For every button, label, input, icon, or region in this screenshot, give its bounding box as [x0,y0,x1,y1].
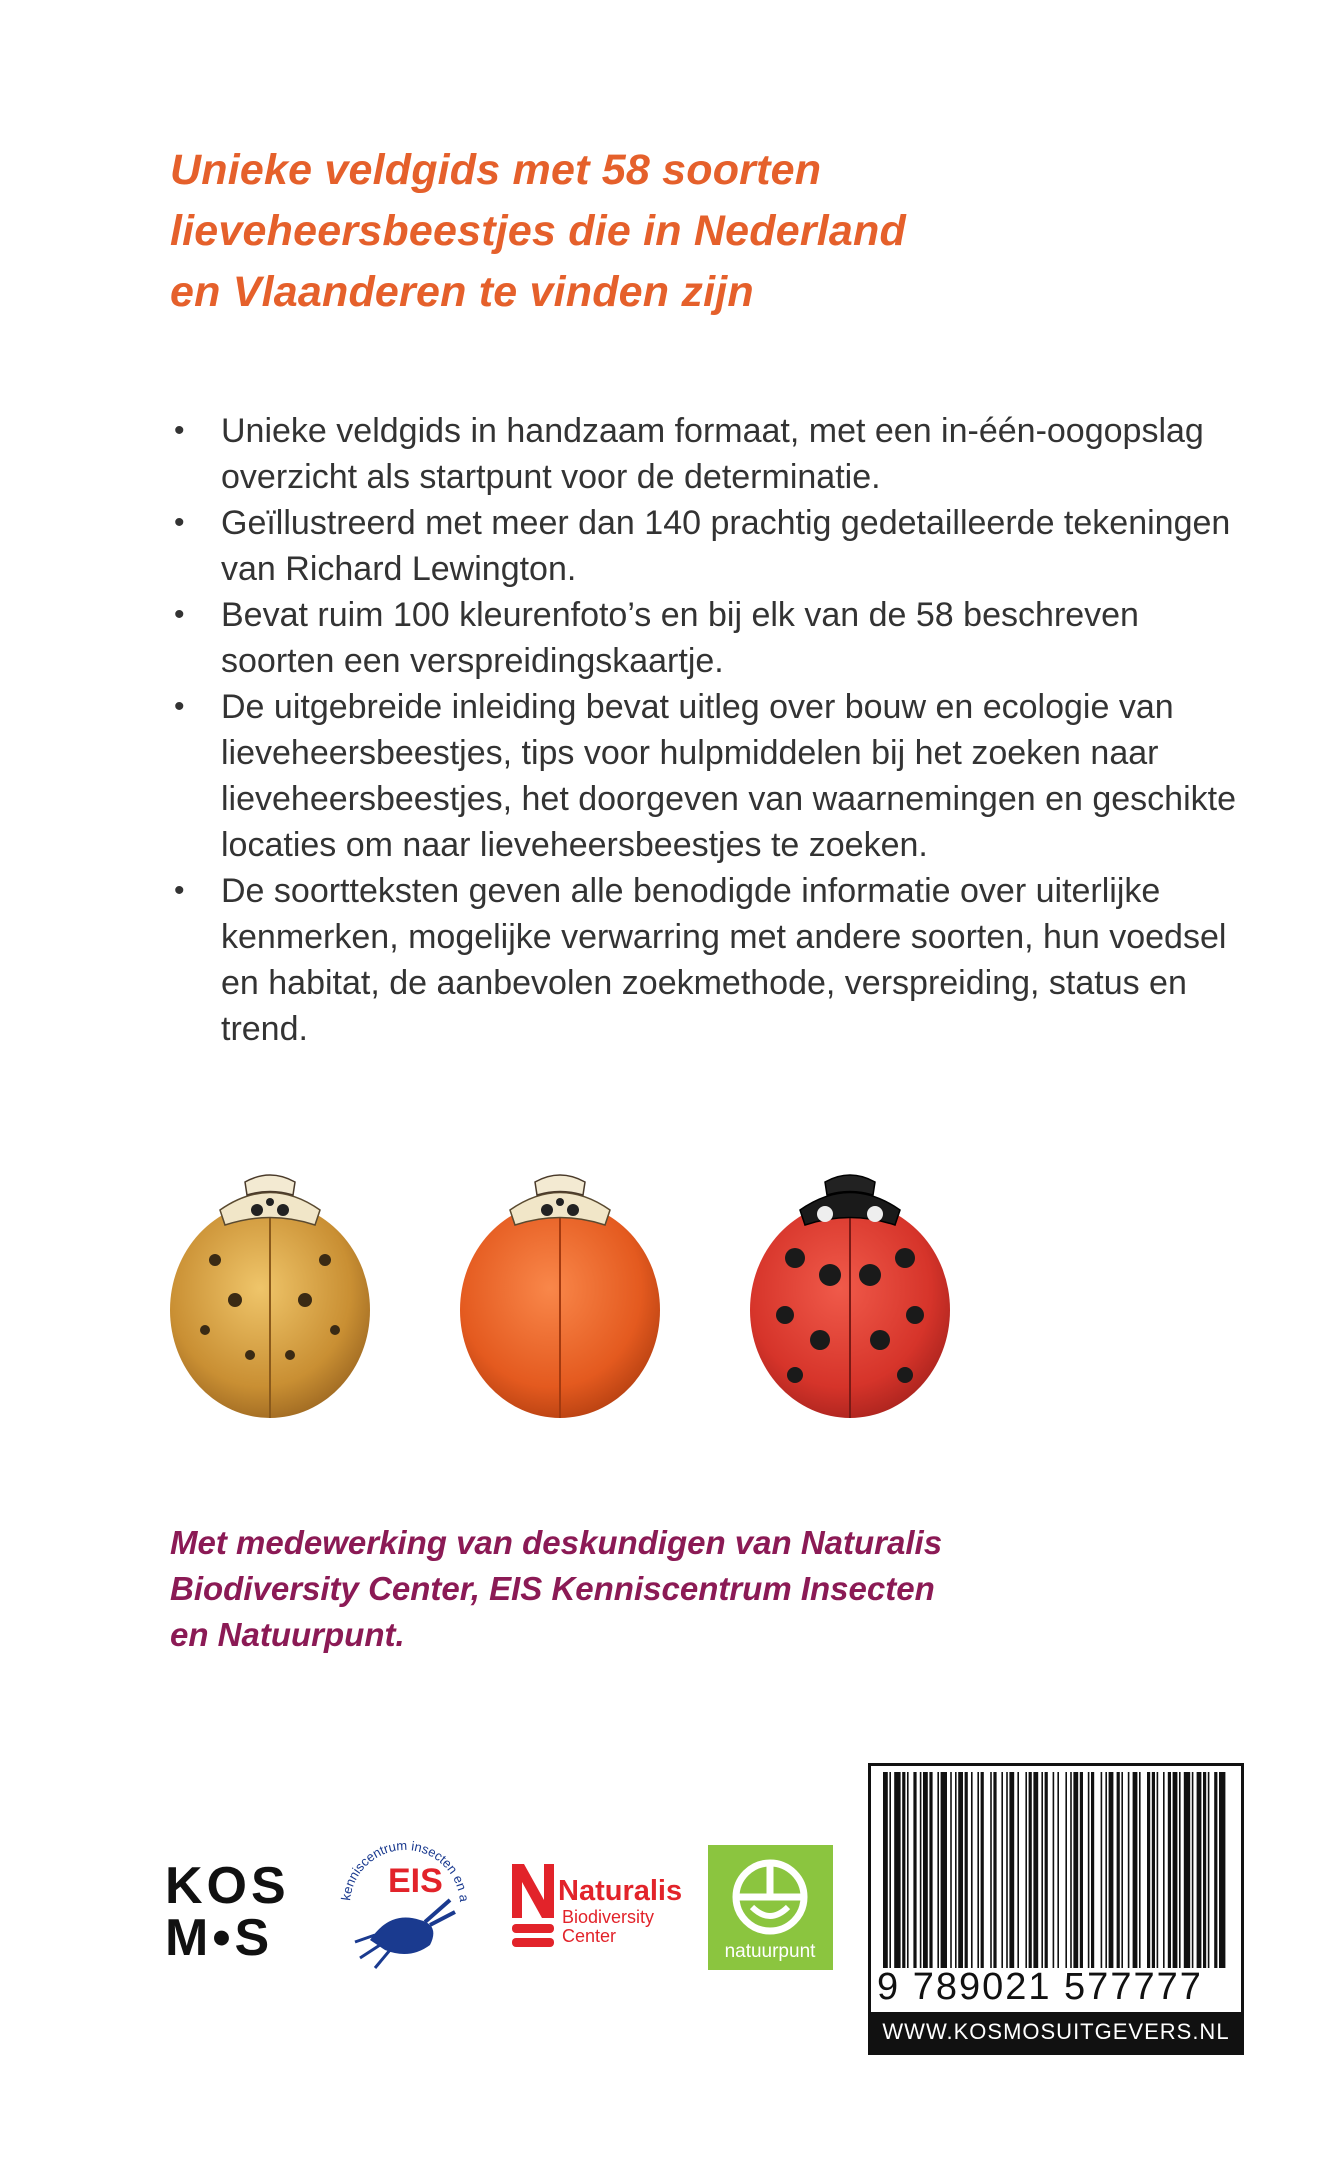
feature-list-line: overzicht als startpunt voor de determinatie. [221,458,881,496]
feature-list-line: kenmerken, mogelijke verwarring met andere soorten, hun voedsel [221,918,1227,956]
naturalis-logo-sub2: Center [562,1926,617,1946]
feature-list-line: De soortteksten geven alle benodigde informatie over uiterlijke [221,872,1161,910]
feature-list-line: locaties om naar lieveheersbeestjes te zoeken. [221,826,928,864]
naturalis-logo [510,1860,690,1960]
headline-line-3: en Vlaanderen te vinden zijn [170,268,754,316]
naturalis-logo-graphic [510,1860,690,1960]
kosmos-logo-top: KOS [165,1857,290,1915]
naturalis-logo-sub1: Biodiversity [562,1907,655,1927]
barcode-bars [881,1772,1231,1968]
feature-list-line: trend. [221,1010,308,1048]
feature-list-line: Unieke veldgids in handzaam formaat, met een in-één-oogopslag [221,412,1204,450]
credit-text [170,1520,1170,1658]
partner-logos [165,1830,865,1980]
credit-line-2: Biodiversity Center, EIS Kenniscentrum Insecten [170,1570,935,1607]
eis-logo [330,1830,480,1980]
headline-line-2: lieveheersbeestjes die in Nederland [170,207,906,255]
headline [170,140,1170,323]
bullet-dot: • [174,598,185,631]
credit-line-3: en Natuurpunt. [170,1616,405,1653]
barcode-number: 9 789021 577777 [877,1966,1203,2008]
natuurpunt-logo [708,1845,833,1970]
naturalis-logo-name: Naturalis [558,1875,683,1907]
feature-list-line: van Richard Lewington. [221,550,577,588]
kosmos-logo-bottom: M•S [165,1909,274,1967]
eis-logo-text: EIS [388,1862,443,1900]
feature-list-item [170,500,1260,592]
barcode [868,1763,1244,2055]
feature-list-item [170,868,1260,1052]
ladybird-illustrations [165,1140,955,1420]
feature-list-line: lieveheersbeestjes, het doorgeven van waarnemingen en geschikte [221,780,1236,818]
ladybird-yellow-illustration [165,1140,375,1420]
ladybird-orange-illustration [455,1140,665,1420]
eis-logo-ring-text: kenniscentrum insecten en a [338,1837,472,1903]
feature-list-item [170,408,1260,500]
feature-list-line: Geïllustreerd met meer dan 140 prachtig gedetailleerde tekeningen [221,504,1231,542]
feature-list-line: lieveheersbeestjes, tips voor hulpmiddelen bij het zoeken naar [221,734,1159,772]
feature-list-line: De uitgebreide inleiding bevat uitleg over bouw en ecologie van [221,688,1174,726]
bullet-dot: • [174,690,185,723]
feature-list [170,408,1260,1052]
feature-list-line: soorten een verspreidingskaartje. [221,642,724,680]
ladybird-red-spotted-illustration [745,1140,955,1420]
natuurpunt-logo-graphic [708,1845,833,1970]
bullet-dot: • [174,506,185,539]
feature-list-item [170,684,1260,868]
bullet-dot: • [174,874,185,907]
feature-list-line: en habitat, de aanbevolen zoekmethode, verspreiding, status en [221,964,1187,1002]
eis-logo-graphic [330,1830,480,1980]
natuurpunt-logo-name: natuurpunt [724,1941,816,1962]
feature-list-line: Bevat ruim 100 kleurenfoto’s en bij elk van de 58 beschreven [221,596,1139,634]
headline-line-1: Unieke veldgids met 58 soorten [170,146,822,194]
kosmos-logo [165,1857,310,1967]
bullet-dot: • [174,414,185,447]
credit-line-1: Met medewerking van deskundigen van Naturalis [170,1524,943,1561]
feature-list-item [170,592,1260,684]
publisher-url: WWW.KOSMOSUITGEVERS.NL [871,2012,1241,2052]
